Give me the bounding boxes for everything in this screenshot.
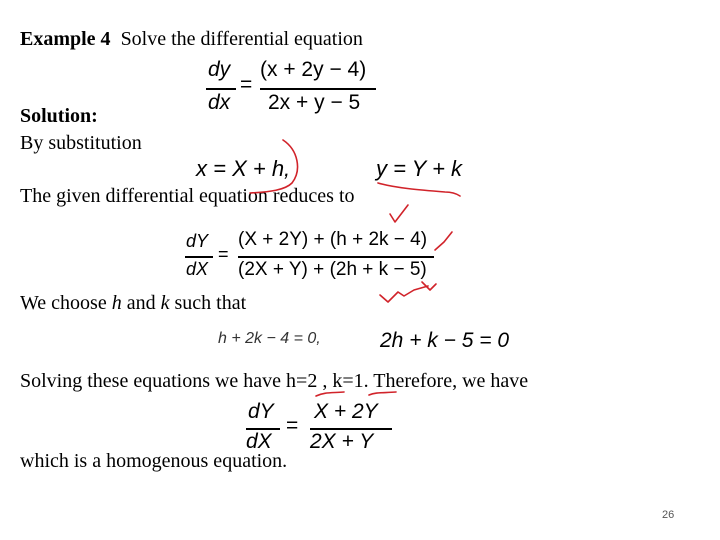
eq2-lhs-num: dY bbox=[186, 231, 209, 251]
eq1-lhs-bar bbox=[206, 88, 236, 90]
example-text: Solve the differential equation bbox=[120, 28, 363, 50]
solution-label: Solution: bbox=[20, 105, 98, 127]
annotation-underline-h bbox=[316, 392, 344, 396]
page-number: 26 bbox=[662, 509, 675, 521]
eq1-rhs-bar bbox=[260, 88, 376, 90]
condition-1: h + 2k − 4 = 0, bbox=[218, 330, 321, 347]
eq2-rhs-den bbox=[238, 259, 427, 281]
eq2-lhs-den: dX bbox=[186, 259, 209, 279]
eq1-lhs-den: dx bbox=[208, 91, 231, 114]
eq2-lhs-bar bbox=[185, 256, 213, 258]
eq2-rhs-num bbox=[238, 229, 427, 251]
line3-pre: We choose bbox=[20, 292, 107, 314]
condition-2: 2h + k − 5 = 0 bbox=[380, 329, 510, 352]
annotation-check-2 bbox=[435, 232, 452, 250]
solution-line-2: The given differential equation reduces to bbox=[20, 185, 355, 207]
solution-line-1: By substitution bbox=[20, 132, 142, 154]
line3-h: h bbox=[111, 292, 122, 314]
eq3-lhs-num: dY bbox=[248, 400, 274, 423]
substitution-y: y = Y + k bbox=[376, 156, 463, 181]
eq2-num-a: (X + 2Y) bbox=[238, 229, 309, 250]
eq3-lhs-den: dX bbox=[246, 430, 272, 453]
eq2-equals: = bbox=[218, 244, 229, 264]
eq2-den-a: (2X + Y) bbox=[238, 259, 308, 280]
line3-k: k bbox=[160, 292, 170, 314]
eq1-lhs-num: dy bbox=[208, 58, 231, 81]
annotation-check-3 bbox=[380, 286, 428, 302]
eq1-rhs-den: 2x + y − 5 bbox=[268, 91, 361, 114]
annotation-underline-y bbox=[378, 183, 460, 196]
line3-mid: and bbox=[126, 292, 156, 314]
annotation-check-1 bbox=[390, 205, 408, 222]
eq2-den-b: (2h + k − 5) bbox=[329, 259, 427, 280]
eq3-equals: = bbox=[286, 414, 299, 437]
example-heading bbox=[20, 28, 363, 50]
example-label: Example 4 bbox=[20, 28, 111, 50]
eq2-num-b: (h + 2k − 4) bbox=[329, 229, 428, 250]
eq1-equals: = bbox=[240, 73, 253, 96]
eq2-rhs-bar bbox=[238, 256, 434, 258]
line3-post: such that bbox=[174, 292, 247, 314]
eq2-den-op: + bbox=[313, 259, 325, 280]
eq3-rhs-den: 2X + Y bbox=[310, 430, 374, 453]
eq1-rhs-num: (x + 2y − 4) bbox=[260, 58, 367, 81]
solution-line-3 bbox=[20, 292, 246, 314]
annotation-underline-k bbox=[369, 392, 396, 395]
eq2-num-op: + bbox=[313, 229, 325, 250]
solution-line-4: Solving these equations we have h=2 , k=1. Therefore, we have bbox=[20, 370, 529, 392]
annotation-check-4 bbox=[422, 282, 436, 290]
eq3-rhs-num: X + 2Y bbox=[314, 400, 378, 423]
substitution-x: x = X + h, bbox=[196, 156, 291, 181]
solution-line-5: which is a homogenous equation. bbox=[20, 450, 288, 472]
